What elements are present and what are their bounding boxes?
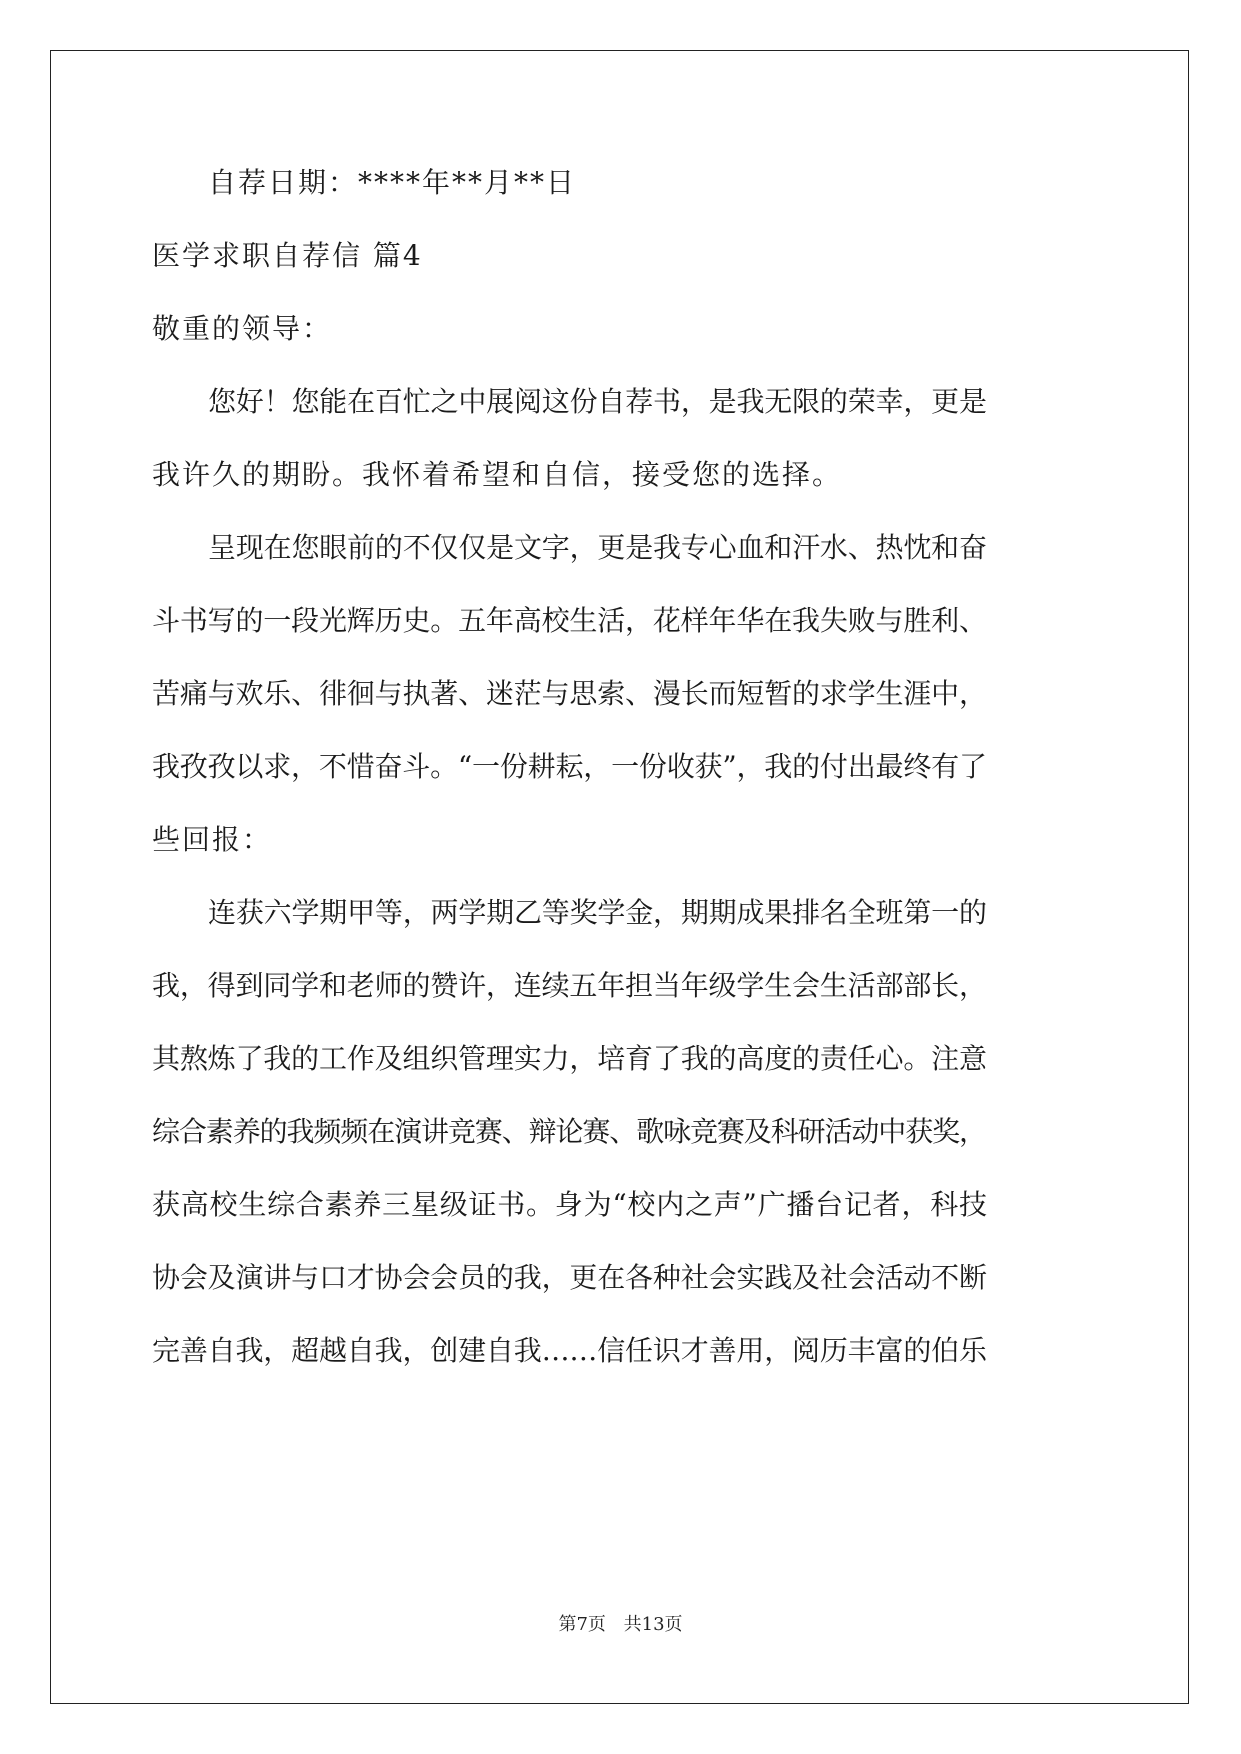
text-line: 呈现在您眼前的不仅仅是文字，更是我专心血和汗水、热忱和奋 xyxy=(208,531,987,564)
text-line: 苦痛与欢乐、徘徊与执著、迷茫与思索、漫长而短暂的求学生涯中， xyxy=(152,677,987,710)
text-line: 其熬炼了我的工作及组织管理实力，培育了我的高度的责任心。注意 xyxy=(152,1042,987,1075)
text-line: 我，得到同学和老师的赞许，连续五年担当年级学生会生活部部长， xyxy=(152,969,987,1002)
text-line: 完善自我，超越自我，创建自我……信任识才善用，阅历丰富的伯乐 xyxy=(152,1334,987,1367)
text-line: 敬重的领导： xyxy=(152,312,333,345)
text-line: 自荐日期：****年**月**日 xyxy=(208,166,577,199)
text-line: 您好！您能在百忙之中展阅这份自荐书，是我无限的荣幸，更是 xyxy=(208,385,987,418)
text-line: 综合素养的我频频在演讲竞赛、辩论赛、歌咏竞赛及科研活动中获奖， xyxy=(152,1115,986,1148)
text-line: 些回报： xyxy=(152,823,273,856)
text-line: 斗书写的一段光辉历史。五年高校生活，花样年华在我失败与胜利、 xyxy=(152,604,987,637)
text-line: 获高校生综合素养三星级证书。身为“校内之声”广播台记者，科技 xyxy=(152,1188,988,1221)
page-number: 第7页 xyxy=(558,1614,606,1635)
page-border xyxy=(50,50,1189,1704)
page-total: 共13页 xyxy=(623,1614,683,1635)
text-line: 我许久的期盼。我怀着希望和自信，接受您的选择。 xyxy=(152,458,843,491)
text-line: 我孜孜以求，不惜奋斗。“一份耕耘，一份收获”，我的付出最终有了 xyxy=(152,750,987,783)
text-line: 连获六学期甲等，两学期乙等奖学金，期期成果排名全班第一的 xyxy=(208,896,987,929)
text-line: 医学求职自荐信 篇4 xyxy=(152,239,423,272)
page-footer xyxy=(0,1610,1241,1636)
text-line: 协会及演讲与口才协会会员的我，更在各种社会实践及社会活动不断 xyxy=(152,1261,987,1294)
